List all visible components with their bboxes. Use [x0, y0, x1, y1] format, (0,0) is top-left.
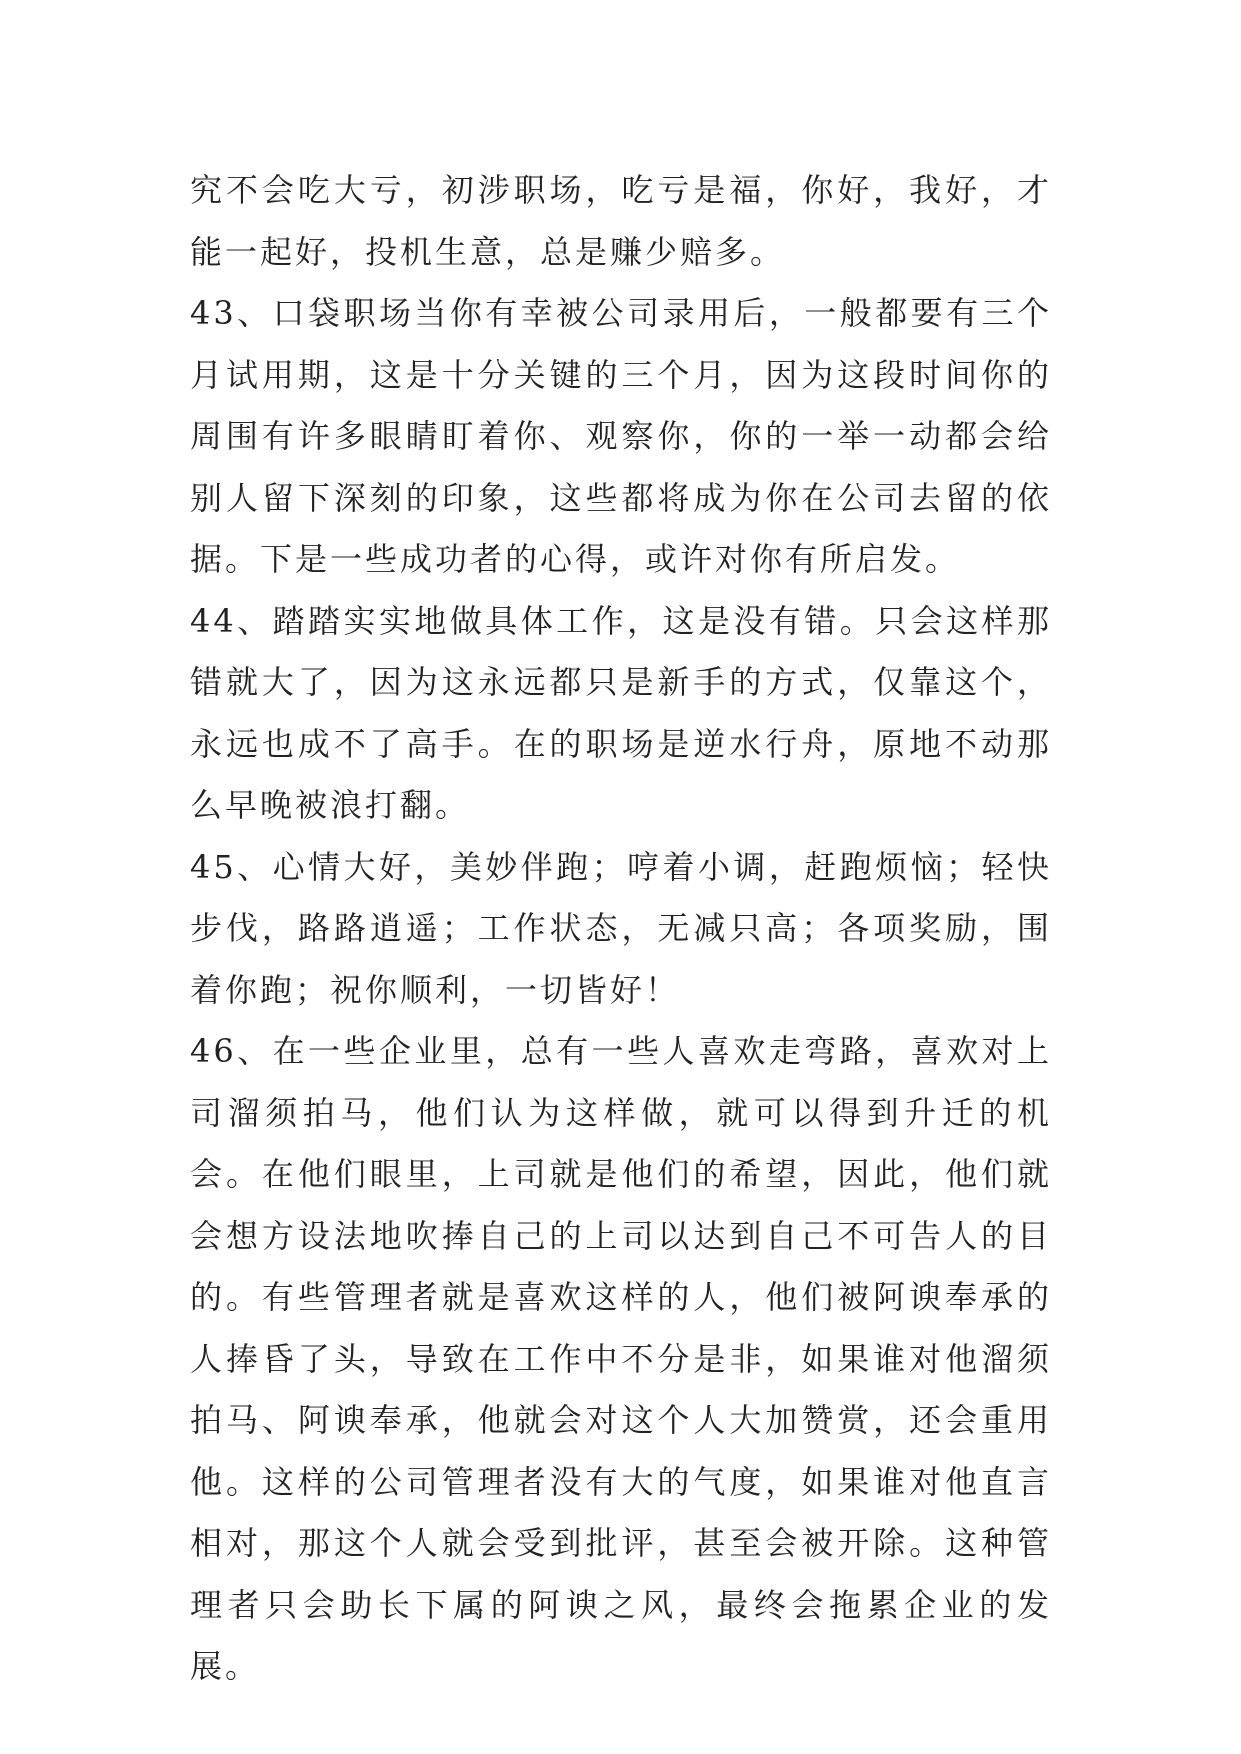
paragraph-43: 43、口袋职场当你有幸被公司录用后，一般都要有三个月试用期，这是十分关键的三个月，因为这段时间你的周围有许多眼睛盯着你、观察你，你的一举一动都会给别人留下深刻的印象，这些都将成为你在公司去留的依据。下是一些成功者的心得，或许对你有所启发。 [190, 294, 1052, 578]
paragraph-44: 44、踏踏实实地做具体工作，这是没有错。只会这样那错就大了，因为这永远都只是新手的方式，仅靠这个，永远也成不了高手。在的职场是逆水行舟，原地不动那么早晚被浪打翻。 [190, 601, 1052, 824]
paragraph-46: 46、在一些企业里，总有一些人喜欢走弯路，喜欢对上司溜须拍马，他们认为这样做，就可以得到升迁的机会。在他们眼里，上司就是他们的希望，因此，他们就会想方设法地吹捧自己的上司以达到自己不可告人的目的。有些管理者就是喜欢这样的人，他们被阿谀奉承的人捧昏了头，导致在工作中不分是非，如果谁对他溜须拍马、阿谀奉承，他就会对这个人大加赞赏，还会重用他。这样的公司管理者没有大的气度，如果谁对他直言相对，那这个人就会受到批评，甚至会被开除。这种管理者只会助长下属的阿谀之风，最终会拖累企业的发展。 [190, 1032, 1052, 1685]
paragraph-continuation: 究不会吃大亏，初涉职场，吃亏是福，你好，我好，才能一起好，投机生意，总是赚少赔多。 [190, 171, 1052, 271]
document-body [190, 160, 1052, 1698]
paragraph-45: 45、心情大好，美妙伴跑；哼着小调，赶跑烦恼；轻快步伐，路路逍遥；工作状态，无减只高；各项奖励，围着你跑；祝你顺利，一切皆好！ [190, 847, 1052, 1009]
